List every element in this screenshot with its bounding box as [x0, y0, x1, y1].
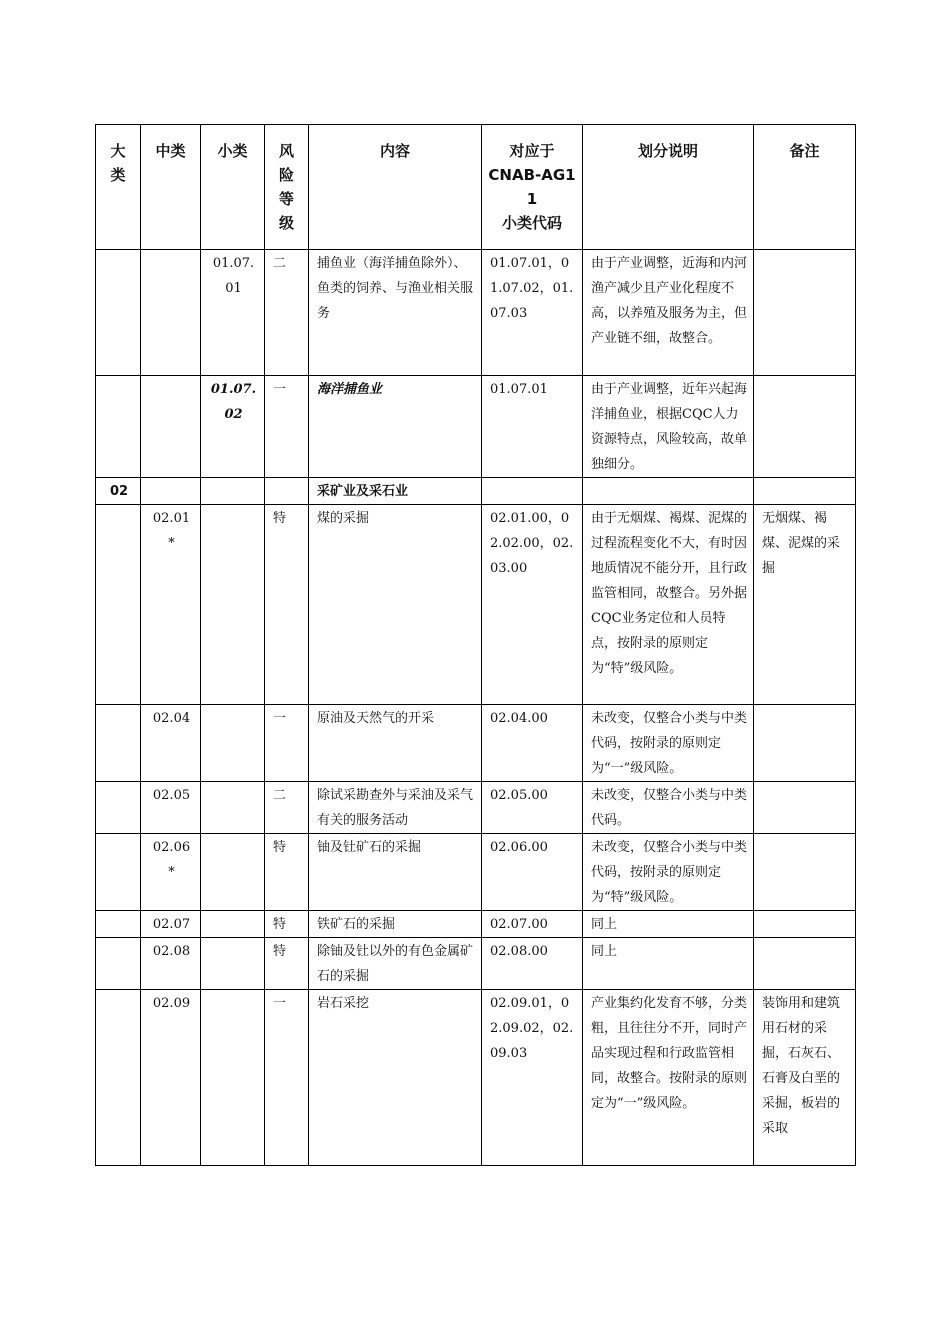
cell-desc: 同上 [583, 911, 754, 938]
cell-dalei [96, 505, 141, 705]
cell-code: 02.05.00 [482, 782, 583, 834]
cell-note [754, 834, 856, 911]
cell-zhonglei: 02.01 * [141, 505, 201, 705]
cell-zhonglei [141, 478, 201, 505]
cell-zhonglei: 02.07 [141, 911, 201, 938]
cell-code [482, 478, 583, 505]
classification-table [95, 124, 856, 1166]
cell-code: 01.07.01，01.07.02，01.07.03 [482, 250, 583, 376]
table-row [96, 376, 856, 478]
table-row [96, 250, 856, 376]
header-desc: 划分说明 [583, 125, 754, 250]
cell-code: 02.07.00 [482, 911, 583, 938]
cell-risk: 特 [265, 505, 309, 705]
cell-dalei [96, 990, 141, 1166]
cell-risk: 二 [265, 250, 309, 376]
cell-content: 采矿业及采石业 [309, 478, 482, 505]
cell-risk: 一 [265, 990, 309, 1166]
cell-desc: 未改变，仅整合小类与中类代码。 [583, 782, 754, 834]
table-row [96, 834, 856, 911]
cell-content: 捕鱼业（海洋捕鱼除外）、鱼类的饲养、与渔业相关服务 [309, 250, 482, 376]
header-code: 对应于 CNAB-AG11 小类代码 [482, 125, 583, 250]
cell-zhonglei: 02.04 [141, 705, 201, 782]
cell-code: 02.06.00 [482, 834, 583, 911]
cell-content: 除铀及钍以外的有色金属矿石的采掘 [309, 938, 482, 990]
cell-xiaolei: 01.07. 01 [201, 250, 265, 376]
table-row [96, 505, 856, 705]
header-zhonglei: 中类 [141, 125, 201, 250]
cell-xiaolei [201, 505, 265, 705]
cell-code: 02.08.00 [482, 938, 583, 990]
cell-xiaolei [201, 938, 265, 990]
cell-code: 02.01.00，02.02.00，02.03.00 [482, 505, 583, 705]
cell-desc: 由于产业调整，近年兴起海洋捕鱼业，根据CQC人力资源特点，风险较高，故单独细分。 [583, 376, 754, 478]
cell-content: 岩石采挖 [309, 990, 482, 1166]
cell-zhonglei [141, 376, 201, 478]
cell-zhonglei: 02.09 [141, 990, 201, 1166]
header-xiaolei: 小类 [201, 125, 265, 250]
cell-zhonglei: 02.05 [141, 782, 201, 834]
cell-desc: 产业集约化发育不够，分类粗，且往往分不开，同时产品实现过程和行政监管相同，故整合。按附录的原则定为“一”级风险。 [583, 990, 754, 1166]
cell-code: 01.07.01 [482, 376, 583, 478]
cell-zhonglei: 02.08 [141, 938, 201, 990]
header-content: 内容 [309, 125, 482, 250]
header-risk: 风 险 等 级 [265, 125, 309, 250]
cell-dalei [96, 782, 141, 834]
cell-note: 无烟煤、褐煤、泥煤的采掘 [754, 505, 856, 705]
header-note: 备注 [754, 125, 856, 250]
cell-code: 02.04.00 [482, 705, 583, 782]
cell-xiaolei [201, 834, 265, 911]
cell-dalei: 02 [96, 478, 141, 505]
cell-content: 除试采勘查外与采油及采气有关的服务活动 [309, 782, 482, 834]
cell-dalei [96, 705, 141, 782]
cell-xiaolei [201, 478, 265, 505]
cell-code: 02.09.01，02.09.02，02.09.03 [482, 990, 583, 1166]
cell-desc: 由于无烟煤、褐煤、泥煤的过程流程变化不大，有时因地质情况不能分开，且行政监管相同，故整合。另外据CQC业务定位和人员特点，按附录的原则定为“特”级风险。 [583, 505, 754, 705]
cell-xiaolei [201, 990, 265, 1166]
table-row [96, 782, 856, 834]
cell-content: 煤的采掘 [309, 505, 482, 705]
cell-desc: 同上 [583, 938, 754, 990]
cell-xiaolei [201, 705, 265, 782]
header-row [96, 125, 856, 250]
cell-risk: 一 [265, 705, 309, 782]
cell-xiaolei [201, 911, 265, 938]
cell-zhonglei: 02.06 * [141, 834, 201, 911]
cell-desc: 未改变，仅整合小类与中类代码，按附录的原则定为“特”级风险。 [583, 834, 754, 911]
cell-note [754, 250, 856, 376]
cell-risk: 特 [265, 834, 309, 911]
cell-note: 装饰用和建筑用石材的采掘，石灰石、石膏及白垩的采掘，板岩的采取 [754, 990, 856, 1166]
cell-dalei [96, 250, 141, 376]
cell-risk: 二 [265, 782, 309, 834]
cell-dalei [96, 376, 141, 478]
cell-note [754, 938, 856, 990]
cell-content: 铀及钍矿石的采掘 [309, 834, 482, 911]
cell-desc: 未改变，仅整合小类与中类代码，按附录的原则定为“一”级风险。 [583, 705, 754, 782]
table-row [96, 911, 856, 938]
cell-note [754, 782, 856, 834]
cell-risk: 特 [265, 911, 309, 938]
cell-xiaolei: 01.07. 02 [201, 376, 265, 478]
table-row [96, 990, 856, 1166]
cell-note [754, 376, 856, 478]
cell-risk: 一 [265, 376, 309, 478]
cell-content: 海洋捕鱼业 [309, 376, 482, 478]
cell-dalei [96, 938, 141, 990]
cell-desc [583, 478, 754, 505]
cell-note [754, 705, 856, 782]
cell-zhonglei [141, 250, 201, 376]
table-row [96, 938, 856, 990]
cell-xiaolei [201, 782, 265, 834]
cell-dalei [96, 911, 141, 938]
header-dalei: 大 类 [96, 125, 141, 250]
table-row [96, 705, 856, 782]
cell-risk: 特 [265, 938, 309, 990]
cell-content: 铁矿石的采掘 [309, 911, 482, 938]
cell-risk [265, 478, 309, 505]
cell-note [754, 478, 856, 505]
cell-note [754, 911, 856, 938]
cell-dalei [96, 834, 141, 911]
cell-content: 原油及天然气的开采 [309, 705, 482, 782]
table-row [96, 478, 856, 505]
cell-desc: 由于产业调整，近海和内河渔产减少且产业化程度不高，以养殖及服务为主，但产业链不细，故整合。 [583, 250, 754, 376]
